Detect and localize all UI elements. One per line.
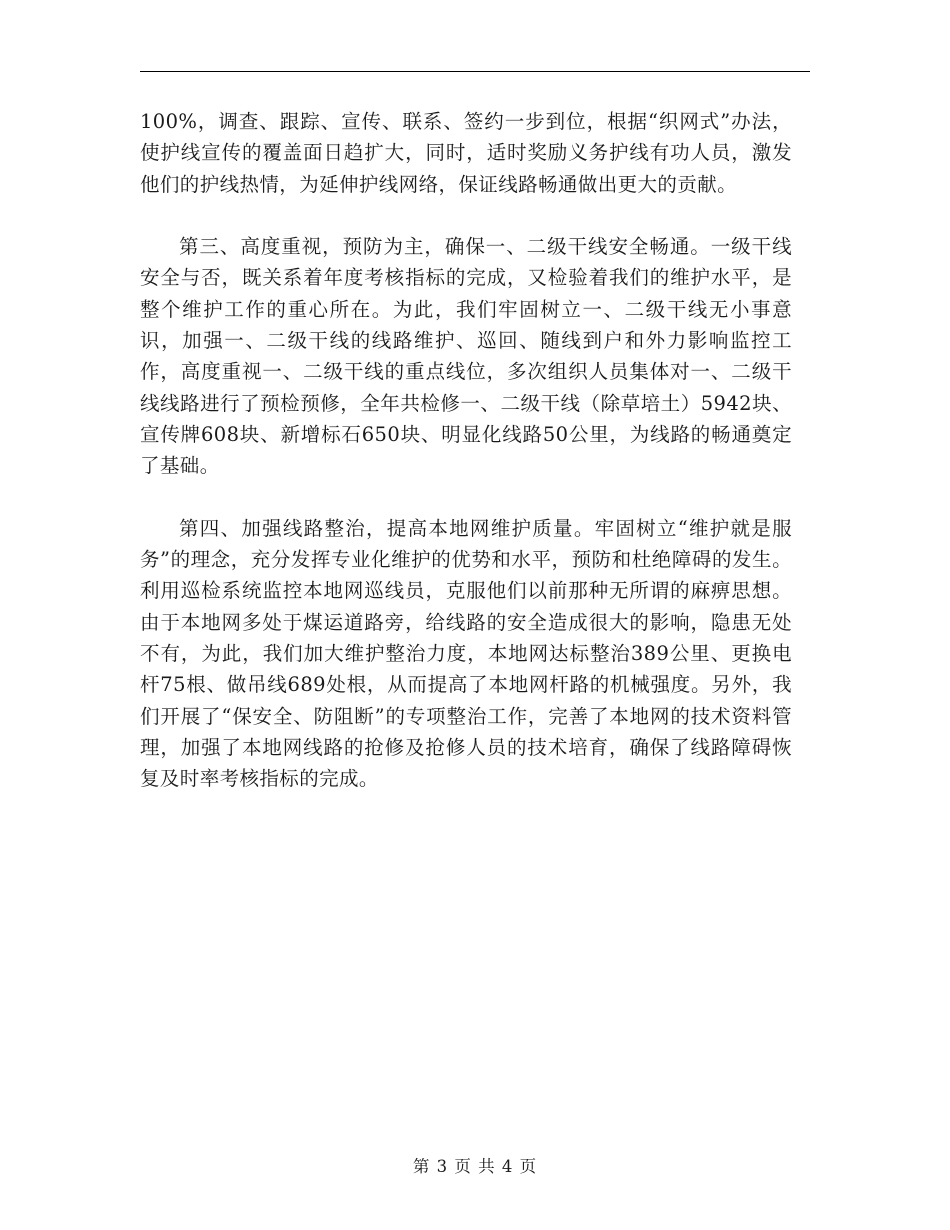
page-number-label: 第 3 页 共 4 页	[412, 1157, 538, 1176]
paragraph-continuation: 100%，调查、跟踪、宣传、联系、签约一步到位，根据“织网式”办法，使护线宣传的覆盖面日趋扩大，同时，适时奖励义务护线有功人员，激发他们的护线热情，为延伸护线网络，保证线路畅通做出更大的贡献。	[140, 110, 792, 196]
body-text	[140, 106, 792, 795]
paragraph-section-three: 第三、高度重视，预防为主，确保一、二级干线安全畅通。一级干线安全与否，既关系着年度考核指标的完成，又检验着我们的维护水平，是整个维护工作的重心所在。为此，我们牢固树立一、二级干线无小事意识，加强一、二级干线的线路维护、巡回、随线到户和外力影响监控工作，高度重视一、二级干线的重点线位，多次组织人员集体对一、二级干线线路进行了预检预修，全年共检修一、二级干线（除草培土）5942块、宣传牌608块、新增标石650块、明显化线路50公里，为线路的畅通奠定了基础。	[140, 235, 792, 478]
page-footer	[0, 1153, 950, 1177]
header-rule	[140, 71, 810, 72]
paragraph-section-four: 第四、加强线路整治，提高本地网维护质量。牢固树立“维护就是服务”的理念，充分发挥专业化维护的优势和水平，预防和杜绝障碍的发生。利用巡检系统监控本地网巡线员，克服他们以前那种无所谓的麻痹思想。由于本地网多处于煤运道路旁，给线路的安全造成很大的影响，隐患无处不有，为此，我们加大维护整治力度，本地网达标整治389公里、更换电杆75根、做吊线689处根，从而提高了本地网杆路的机械强度。另外，我们开展了“保安全、防阻断”的专项整治工作，完善了本地网的技术资料管理，加强了本地网线路的抢修及抢修人员的技术培育，确保了线路障碍恢复及时率考核指标的完成。	[140, 516, 792, 791]
